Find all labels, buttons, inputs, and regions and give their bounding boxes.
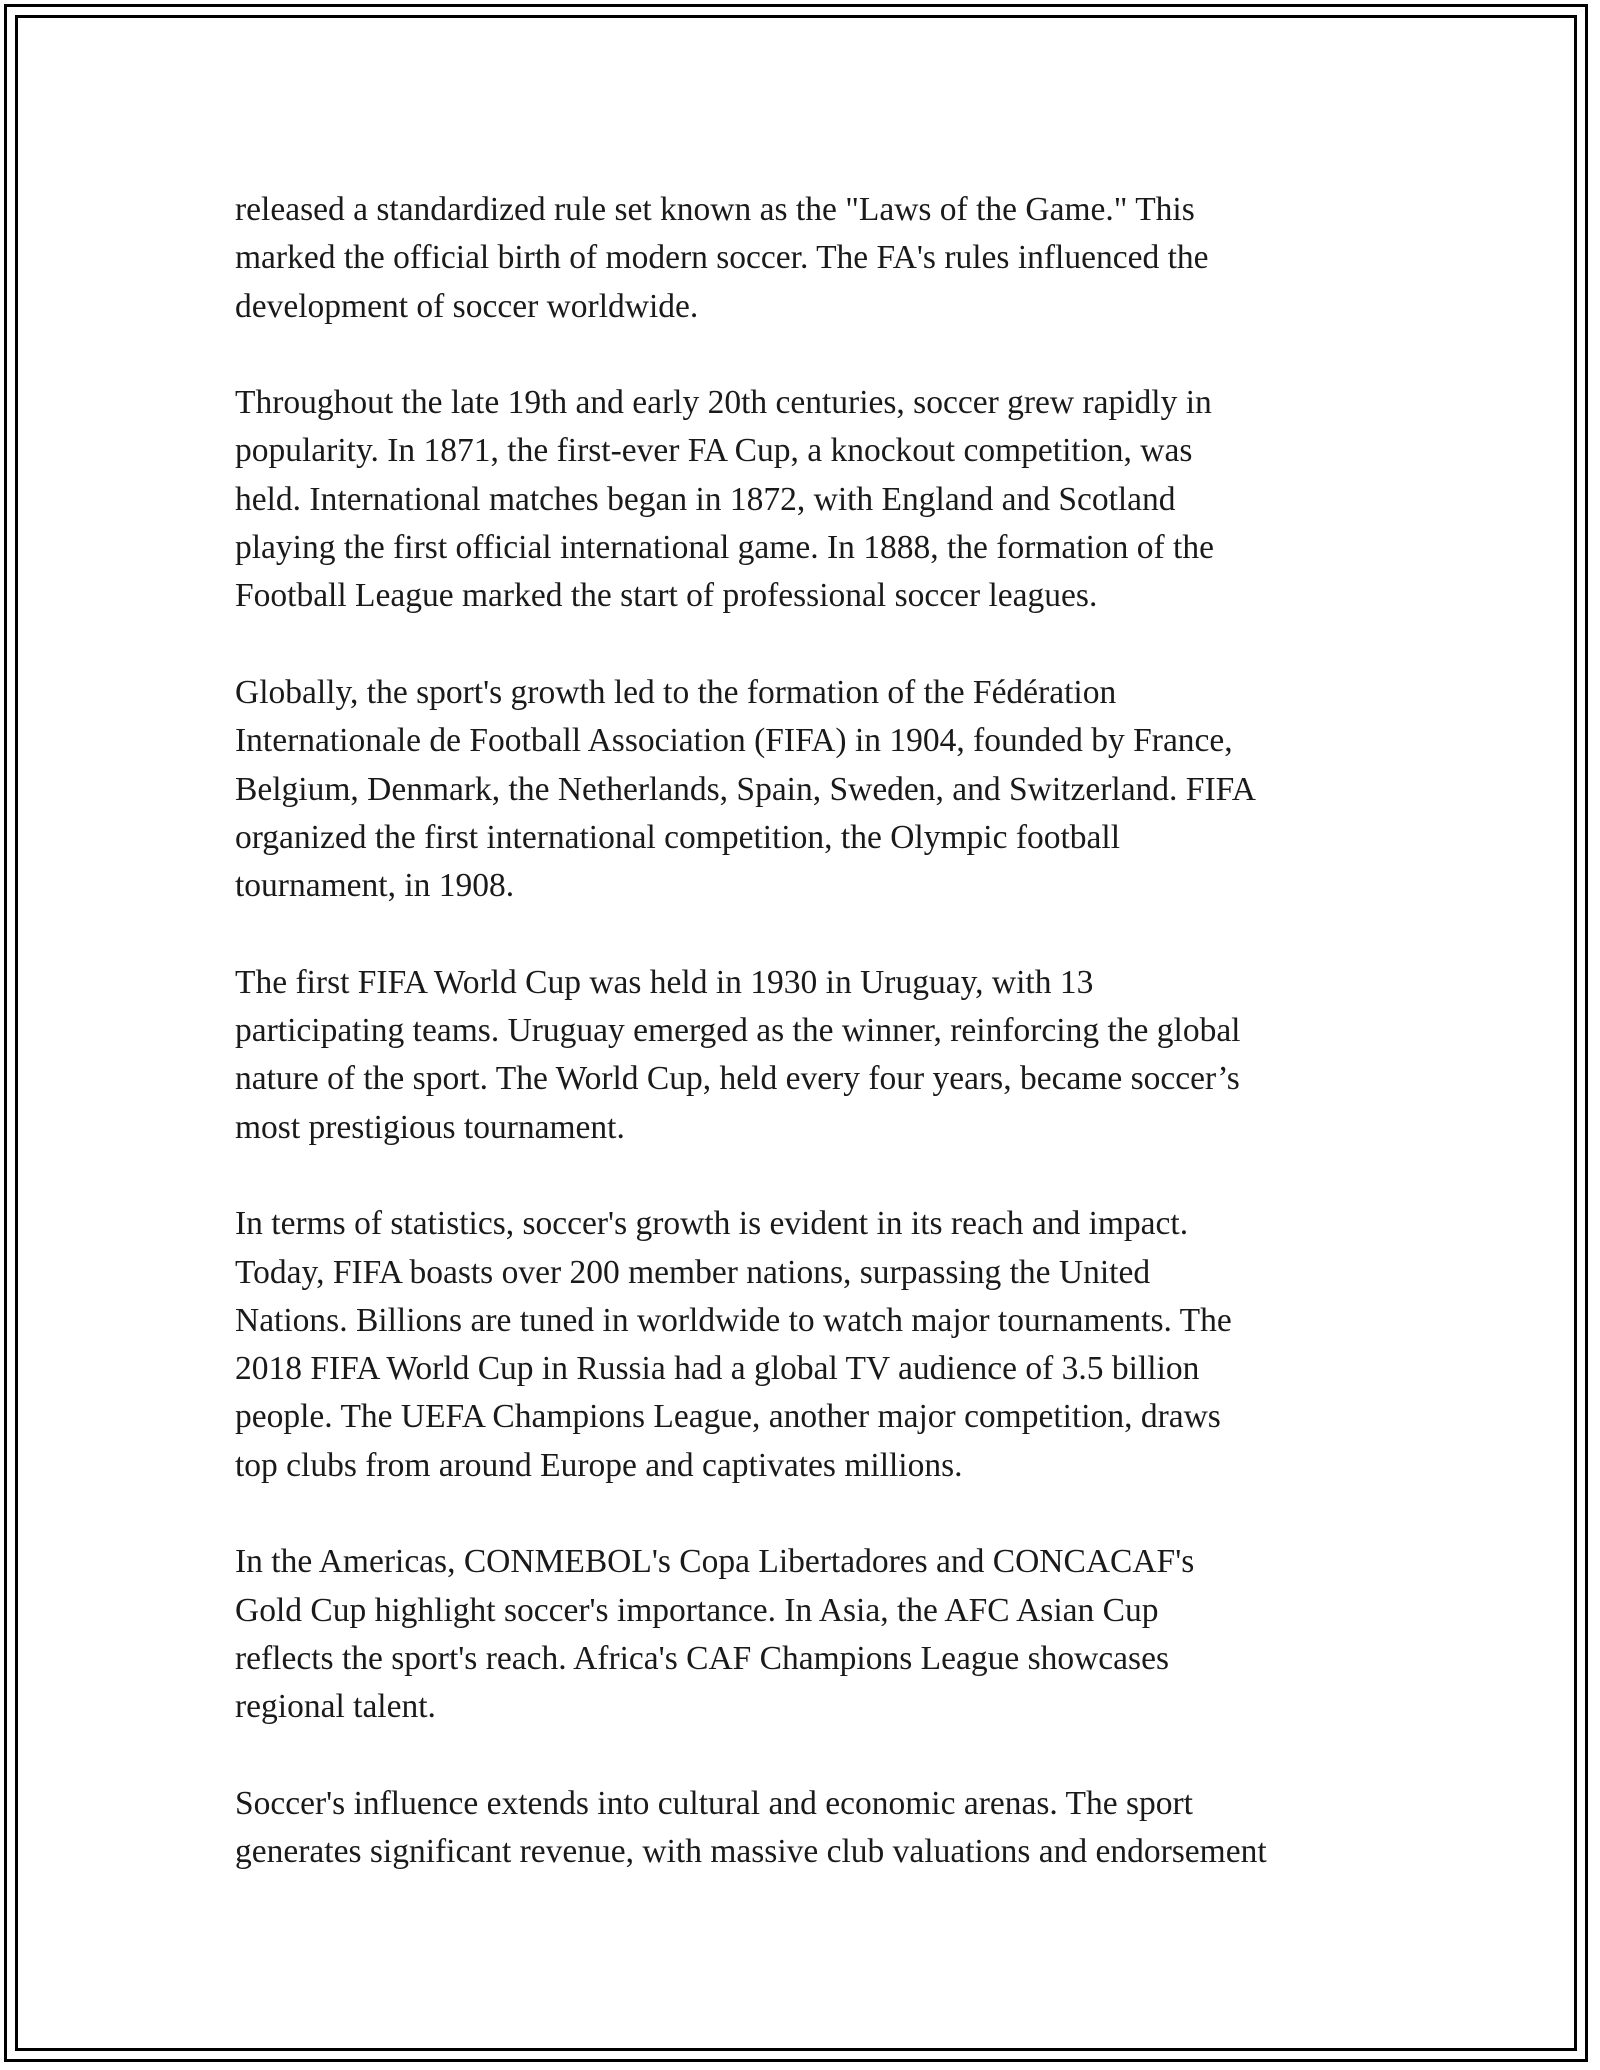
text-line: Soccer's influence extends into cultural and economic arenas. The sport: [235, 1784, 1193, 1822]
text-line: playing the first official international game. In 1888, the formation of the: [235, 529, 1214, 567]
text-line: 2018 FIFA World Cup in Russia had a global TV audience of 3.5 billion: [235, 1350, 1200, 1388]
text-line: organized the first international competition, the Olympic football: [235, 818, 1121, 856]
paragraph-regional-competitions: [235, 1538, 1385, 1731]
text-line: marked the official birth of modern soccer. The FA's rules influenced the: [235, 239, 1209, 277]
text-line: Gold Cup highlight soccer's importance. In Asia, the AFC Asian Cup: [235, 1591, 1159, 1629]
text-line: Globally, the sport's growth led to the formation of the Fédération: [235, 673, 1117, 711]
text-line: generates significant revenue, with massive club valuations and endorsement: [235, 1833, 1267, 1871]
text-line: regional talent.: [235, 1688, 436, 1726]
text-line: most prestigious tournament.: [235, 1108, 625, 1146]
text-line: Internationale de Football Association (FIFA) in 1904, founded by France,: [235, 722, 1233, 760]
text-line: Nations. Billions are tuned in worldwide to watch major tournaments. The: [235, 1301, 1232, 1339]
text-line: development of soccer worldwide.: [235, 287, 699, 325]
text-line: Belgium, Denmark, the Netherlands, Spain, Sweden, and Switzerland. FIFA: [235, 770, 1256, 808]
text-line: In terms of statistics, soccer's growth is evident in its reach and impact.: [235, 1205, 1189, 1243]
text-line: In the Americas, CONMEBOL's Copa Libertadores and CONCACAF's: [235, 1543, 1195, 1581]
paragraph-cultural-economic: [235, 1780, 1385, 1877]
document-body: [235, 186, 1385, 1876]
text-line: Football League marked the start of professional soccer leagues.: [235, 577, 1098, 615]
text-line: top clubs from around Europe and captivates millions.: [235, 1446, 963, 1484]
paragraph-first-world-cup: [235, 959, 1385, 1152]
text-line: tournament, in 1908.: [235, 867, 515, 905]
paragraph-laws-of-the-game: [235, 186, 1385, 331]
text-line: popularity. In 1871, the first-ever FA Cup, a knockout competition, was: [235, 432, 1193, 470]
text-line: nature of the sport. The World Cup, held every four years, became soccer’s: [235, 1060, 1240, 1098]
text-line: participating teams. Uruguay emerged as the winner, reinforcing the global: [235, 1012, 1241, 1050]
text-line: The first FIFA World Cup was held in 1930 in Uruguay, with 13: [235, 963, 1094, 1001]
text-line: released a standardized rule set known as the "Laws of the Game." This: [235, 191, 1195, 228]
paragraph-fifa-formation: [235, 669, 1385, 910]
text-line: held. International matches began in 1872, with England and Scotland: [235, 480, 1176, 518]
text-line: reflects the sport's reach. Africa's CAF Champions League showcases: [235, 1639, 1169, 1677]
text-line: Throughout the late 19th and early 20th centuries, soccer grew rapidly in: [235, 384, 1212, 422]
text-line: Today, FIFA boasts over 200 member nations, surpassing the United: [235, 1253, 1151, 1291]
paragraph-growth-19th-century: [235, 379, 1385, 620]
text-line: people. The UEFA Champions League, another major competition, draws: [235, 1398, 1221, 1436]
paragraph-statistics: [235, 1200, 1385, 1490]
